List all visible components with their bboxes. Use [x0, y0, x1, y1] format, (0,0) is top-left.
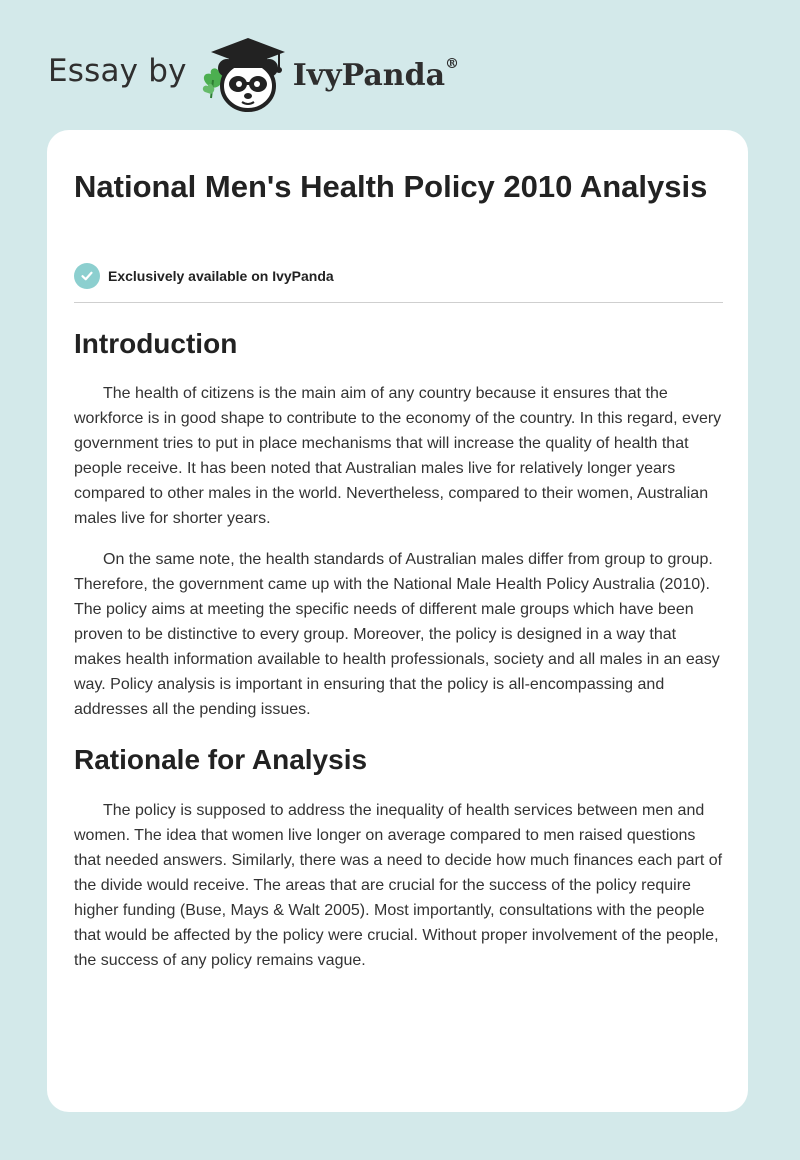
paragraph: The health of citizens is the main aim of any country because it ensures that the workforce is in good shape to contribute to the economy of the country. In this regard, every government tries to put in place mechanisms that will increase the quality of health that people receive. It has been noted that Australian males live for relatively longer years compared to other males in the world. Nevertheless, compared to their women, Australian males live for shorter years. — [74, 385, 722, 527]
essay-body — [74, 322, 724, 973]
paragraph: On the same note, the health standards of Australian males differ from group to group. Therefore, the government came up with the National Male Health Policy Australia (2010). The policy aims at meeting the specific needs of different male groups which have been proven to be distinctive to every group. Moreover, the policy is designed in a way that makes health information available to health professionals, society and all males in an easy way. Policy analysis is important in ensuring that the policy is all-encompassing and addresses all the pending issues. — [74, 551, 720, 718]
section-heading-introduction: Introduction — [74, 328, 238, 359]
paragraph: The policy is supposed to address the inequality of health services between men and women. The idea that women live longer on average compared to men raised questions that needed answers. Similarly, there was a need to decide how much finances each part of the divide would receive. The areas that are crucial for the success of the policy require higher funding (Buse, Mays & Walt 2005). Most importantly, consultations with the people that would be affected by the policy were crucial. Without proper involvement of the people, the success of any policy remains vague. — [74, 802, 723, 969]
brand-text: IvyPanda — [292, 57, 446, 93]
site-header — [48, 34, 459, 114]
exclusive-badge — [74, 263, 334, 289]
divider — [74, 302, 723, 303]
essay-card — [47, 130, 748, 1112]
essay-by-label: Essay by — [48, 53, 187, 89]
section-heading-rationale: Rationale for Analysis — [74, 744, 368, 775]
badge-text: Exclusively available on IvyPanda — [108, 268, 334, 284]
check-circle-icon — [74, 263, 100, 289]
brand-name[interactable] — [292, 55, 460, 93]
registered-mark: ® — [445, 55, 460, 72]
panda-logo-icon[interactable] — [199, 34, 291, 114]
page-title: National Men's Health Policy 2010 Analysis — [74, 169, 708, 204]
